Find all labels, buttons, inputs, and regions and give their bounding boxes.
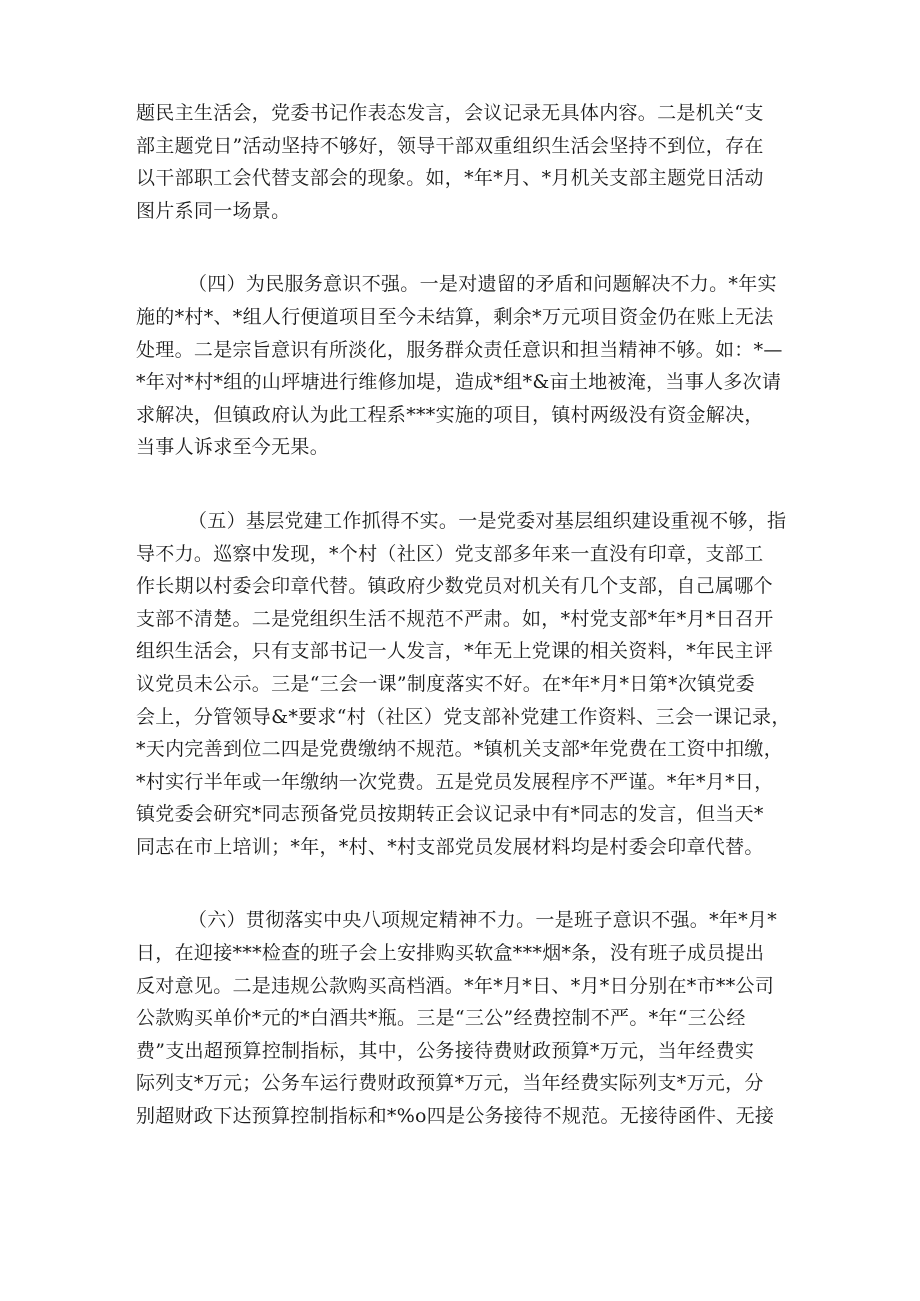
document-body bbox=[136, 97, 796, 1133]
paragraph-section-6 bbox=[136, 904, 796, 1132]
text-line: 当事人诉求至今无果。 bbox=[136, 436, 330, 459]
text-line: *天内完善到位二四是党费缴纳不规范。*镇机关支部*年党费在工资中扣缴， bbox=[136, 738, 784, 761]
text-line: 反对意见。二是违规公款购买高档酒。*年*月*日、*月*日分别在*市**公司 bbox=[136, 974, 775, 997]
text-line: 费”支出超预算控制指标，其中，公务接待费财政预算*万元，当年经费实 bbox=[136, 1039, 755, 1062]
text-line: 议党员未公示。三是“三会一课”制度落实不好。在*年*月*日第*次镇党委 bbox=[136, 672, 755, 695]
text-line: 以干部职工会代替支部会的现象。如，*年*月、*月机关支部主题党日活动 bbox=[136, 167, 764, 190]
paragraph-section-4 bbox=[136, 268, 796, 464]
text-line: 镇党委会研究*同志预备党员按期转正会议记录中有*同志的发言，但当天* bbox=[136, 803, 764, 826]
paragraph-heading-line: （四）为民服务意识不强。一是对遗留的矛盾和问题解决不力。*年实 bbox=[188, 273, 777, 296]
paragraph-continued bbox=[136, 97, 796, 227]
text-line: 处理。二是宗旨意识有所淡化，服务群众责任意识和担当精神不够。如：*— bbox=[136, 338, 783, 361]
text-line: 日，在迎接***检查的班子会上安排购买软盒***烟*条，没有班子成员提出 bbox=[136, 942, 765, 965]
text-line: 施的*村*、*组人行便道项目至今未结算，剩余*万元项目资金仍在账上无法 bbox=[136, 305, 774, 328]
text-line: 组织生活会，只有支部书记一人发言，*年无上党课的相关资料，*年民主评 bbox=[136, 640, 774, 663]
paragraph-heading-line: （五）基层党建工作抓得不实。一是党委对基层组织建设重视不够，指 bbox=[188, 509, 787, 532]
paragraph-section-5 bbox=[136, 505, 796, 864]
text-line: 导不力。巡察中发现，*个村（社区）党支部多年来一直没有印章，支部工 bbox=[136, 542, 764, 565]
paragraph-spacer bbox=[136, 464, 796, 505]
text-line: 求解决，但镇政府认为此工程系***实施的项目，镇村两级没有资金解决， bbox=[136, 403, 764, 426]
text-line: *年对*村*组的山坪塘进行维修加堤，造成*组*&亩土地被淹，当事人多次请 bbox=[136, 371, 782, 394]
paragraph-spacer bbox=[136, 227, 796, 268]
text-line: 公款购买单价*元的*白酒共*瓶。三是“三公”经费控制不严。*年“三公经 bbox=[136, 1007, 746, 1030]
text-line: 别超财政下达预算控制指标和*%o四是公务接待不规范。无接待函件、无接 bbox=[136, 1105, 775, 1128]
text-line: 支部不清楚。二是党组织生活不规范不严肃。如，*村党支部*年*月*日召开 bbox=[136, 607, 774, 630]
text-line: 题民主生活会，党委书记作表态发言，会议记录无具体内容。二是机关“支 bbox=[136, 102, 764, 124]
text-line: 部主题党日”活动坚持不够好，领导干部双重组织生活会坚持不到位，存在 bbox=[136, 134, 764, 157]
text-line: *村实行半年或一年缴纳一次党费。五是党员发展程序不严谨。*年*月*日， bbox=[136, 770, 774, 793]
paragraph-spacer bbox=[136, 863, 796, 904]
text-line: 会上，分管领导&*要求“村（社区）党支部补党建工作资料、三会一课记录， bbox=[136, 705, 791, 728]
paragraph-heading-line: （六）贯彻落实中央八项规定精神不力。一是班子意识不强。*年*月* bbox=[188, 909, 778, 932]
text-line: 际列支*万元；公务车运行费财政预算*万元，当年经费实际列支*万元，分 bbox=[136, 1072, 764, 1095]
text-line: 同志在市上培训；*年，*村、*村支部党员发展材料均是村委会印章代替。 bbox=[136, 835, 764, 858]
text-line: 图片系同一场景。 bbox=[136, 199, 291, 222]
text-line: 作长期以村委会印章代替。镇政府少数党员对机关有几个支部，自己属哪个 bbox=[136, 575, 773, 598]
